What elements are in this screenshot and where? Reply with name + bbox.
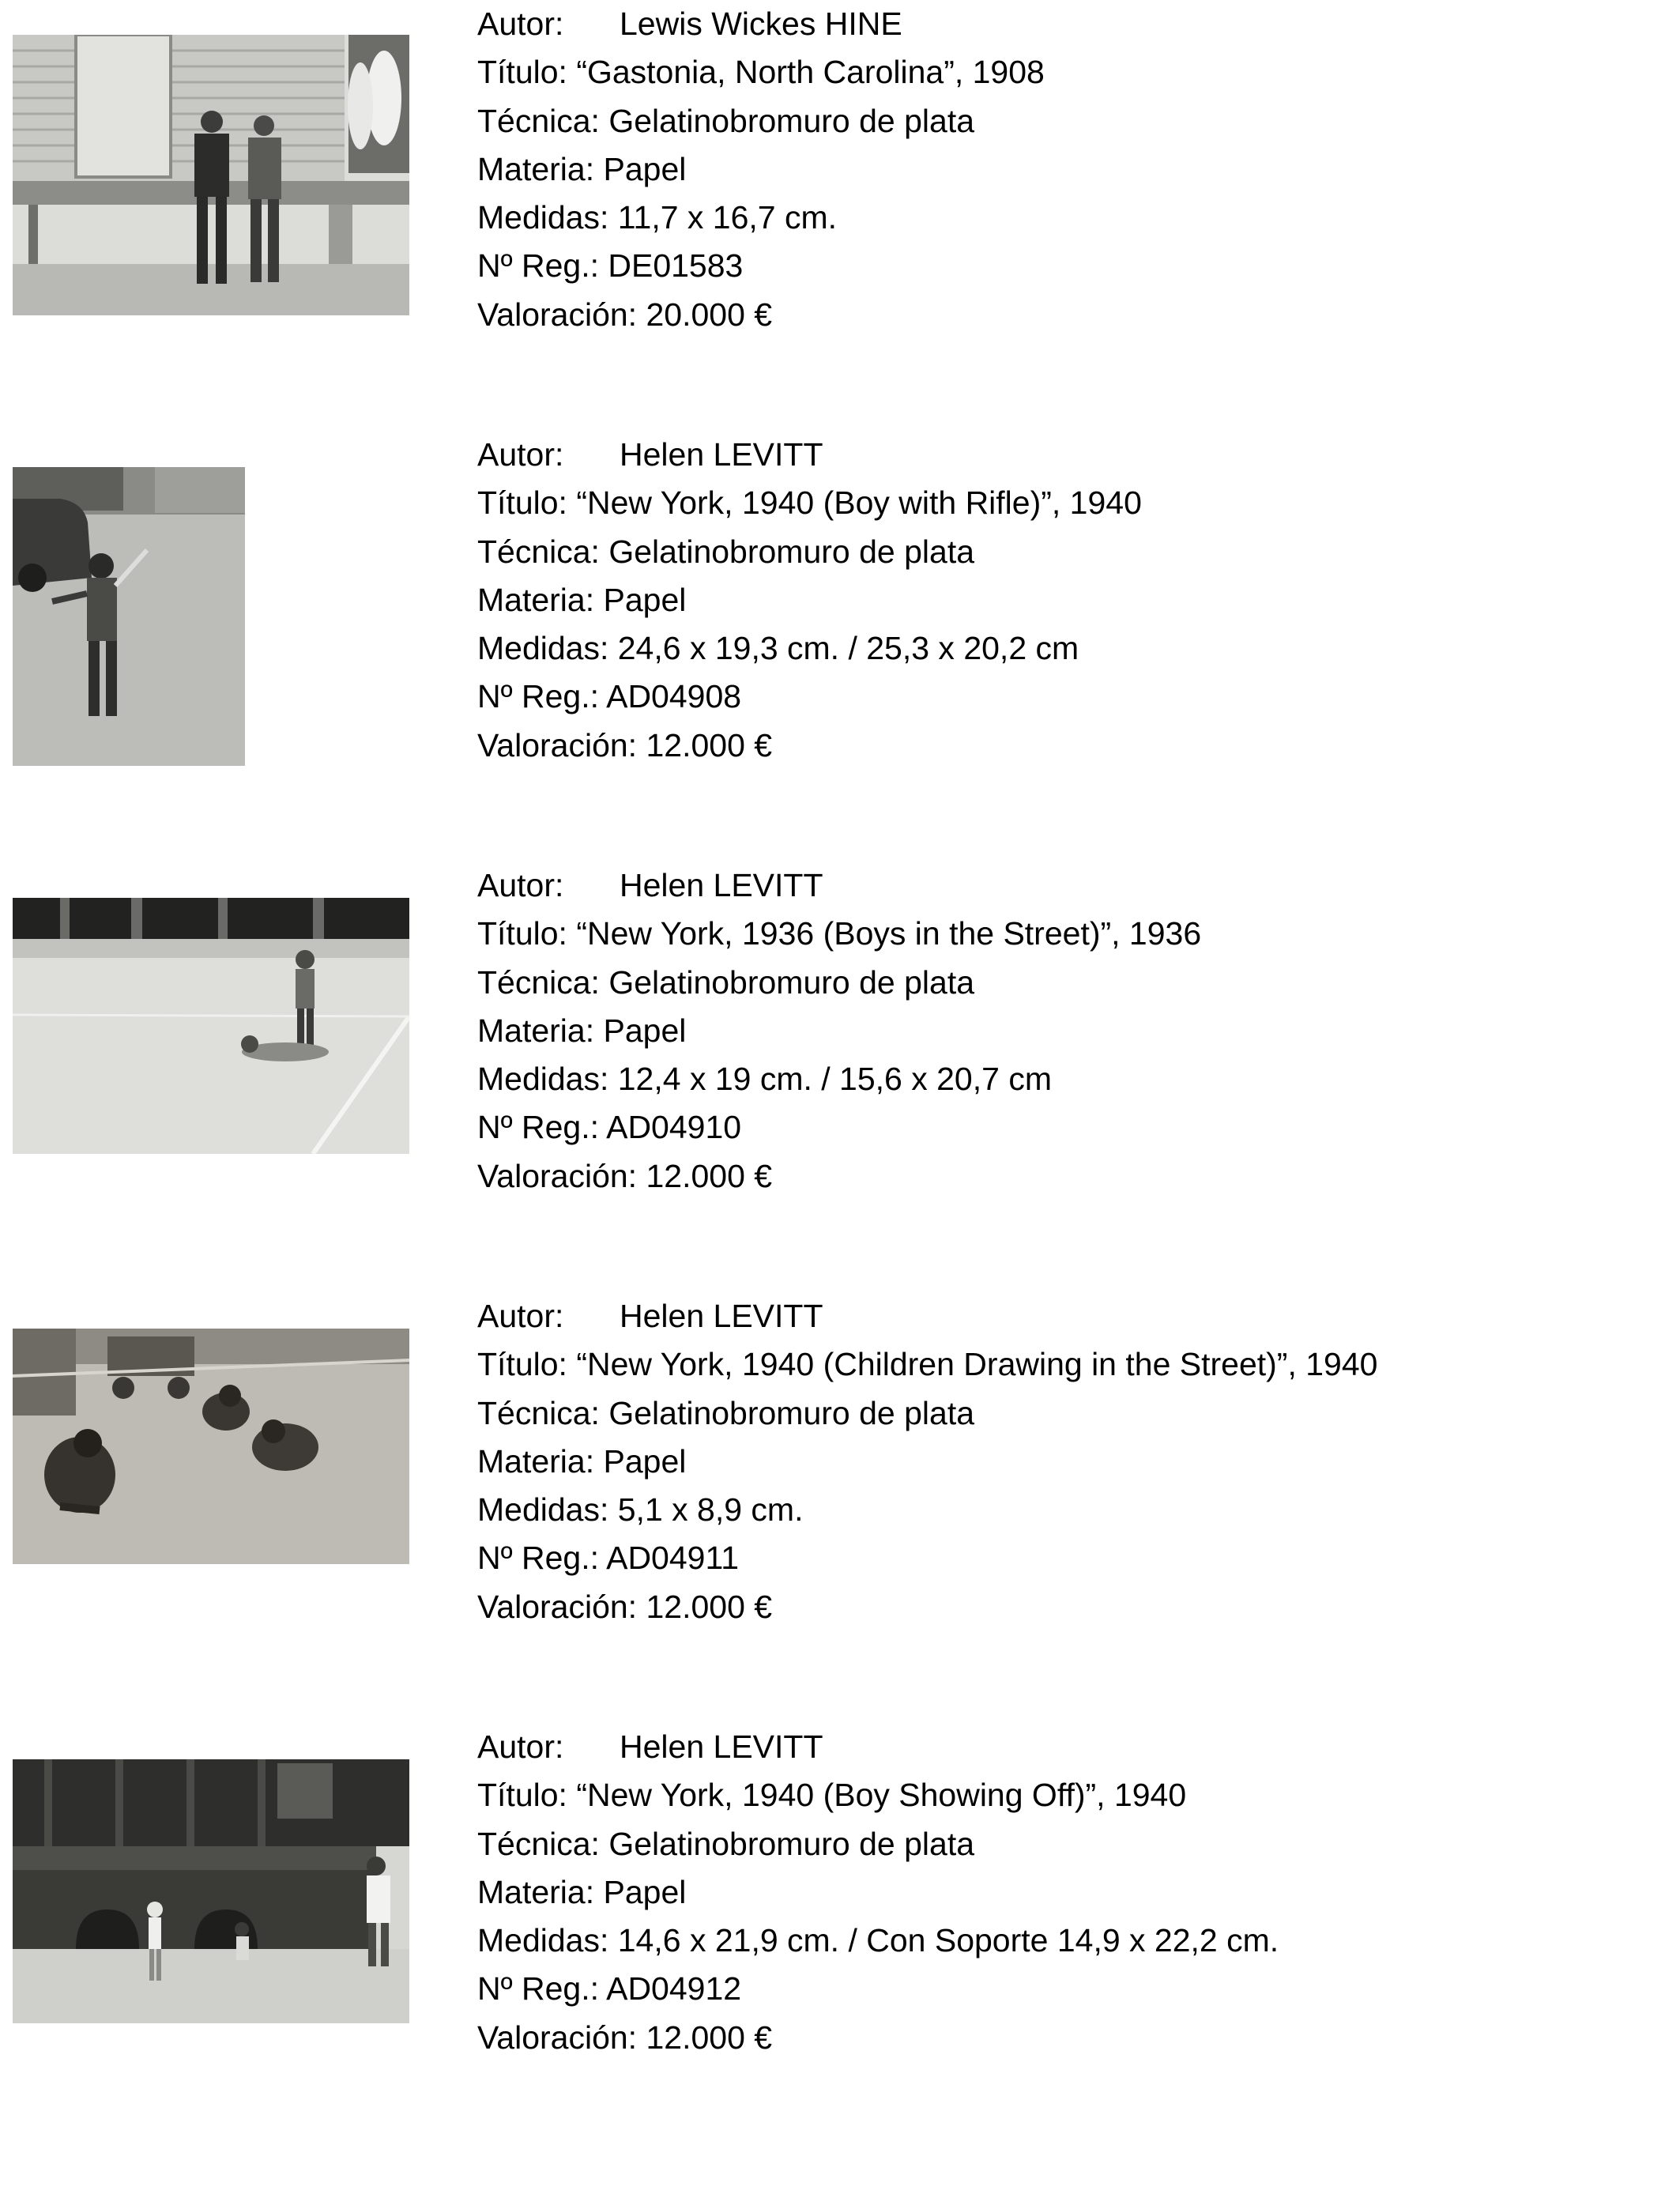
autor-value: Helen LEVITT — [620, 1298, 823, 1334]
tecnica-line: Técnica: Gelatinobromuro de plata — [477, 533, 975, 570]
entry-info — [477, 1723, 1279, 2062]
autor-value: Lewis Wickes HINE — [620, 6, 902, 42]
entry-info — [477, 1292, 1377, 1631]
photo-thumbnail — [13, 1759, 409, 2023]
valoracion-line: Valoración: 20.000 € — [477, 296, 773, 333]
medidas-line: Medidas: 14,6 x 21,9 cm. / Con Soporte 14,9 x 22,2 cm. — [477, 1922, 1279, 1959]
titulo-line: Título: “New York, 1940 (Boy Showing Off)”, 1940 — [477, 1777, 1187, 1814]
autor-line — [477, 1723, 1279, 1771]
autor-line — [477, 0, 1045, 48]
valoracion-line: Valoración: 12.000 € — [477, 2019, 773, 2056]
valoracion-line: Valoración: 12.000 € — [477, 726, 773, 763]
valoracion-line: Valoración: 12.000 € — [477, 1588, 773, 1625]
tecnica-line: Técnica: Gelatinobromuro de plata — [477, 102, 975, 139]
autor-label: Autor: — [477, 436, 564, 473]
valoracion-line: Valoración: 12.000 € — [477, 1157, 773, 1194]
reg-line: Nº Reg.: DE01583 — [477, 247, 744, 285]
tecnica-line: Técnica: Gelatinobromuro de plata — [477, 1825, 975, 1862]
tecnica-line: Técnica: Gelatinobromuro de plata — [477, 963, 975, 1001]
autor-label: Autor: — [477, 1298, 564, 1334]
autor-label: Autor: — [477, 1728, 564, 1765]
materia-line: Materia: Papel — [477, 1442, 687, 1480]
autor-line — [477, 431, 1142, 479]
medidas-line: Medidas: 11,7 x 16,7 cm. — [477, 199, 838, 236]
entry-info — [477, 0, 1045, 339]
entry-info — [477, 861, 1201, 1201]
materia-line: Materia: Papel — [477, 581, 687, 618]
photo-thumbnail — [13, 35, 409, 315]
materia-line: Materia: Papel — [477, 1012, 687, 1049]
autor-label: Autor: — [477, 867, 564, 903]
titulo-line: Título: “New York, 1940 (Children Drawing in the Street)”, 1940 — [477, 1346, 1378, 1383]
photo-thumbnail — [13, 898, 409, 1154]
titulo-line: Título: “New York, 1936 (Boys in the Street)”, 1936 — [477, 915, 1202, 952]
photo-thumbnail — [13, 1329, 409, 1564]
medidas-line: Medidas: 12,4 x 19 cm. / 15,6 x 20,7 cm — [477, 1061, 1052, 1098]
autor-label: Autor: — [477, 6, 564, 42]
photo-thumbnail — [13, 467, 245, 766]
reg-line: Nº Reg.: AD04910 — [477, 1109, 742, 1146]
reg-line: Nº Reg.: AD04908 — [477, 678, 742, 715]
reg-line: Nº Reg.: AD04911 — [477, 1540, 740, 1577]
autor-value: Helen LEVITT — [620, 867, 823, 903]
medidas-line: Medidas: 24,6 x 19,3 cm. / 25,3 x 20,2 cm — [477, 630, 1079, 667]
titulo-line: Título: “New York, 1940 (Boy with Rifle)”, 1940 — [477, 484, 1142, 522]
tecnica-line: Técnica: Gelatinobromuro de plata — [477, 1394, 975, 1431]
titulo-line: Título: “Gastonia, North Carolina”, 1908 — [477, 54, 1045, 91]
materia-line: Materia: Papel — [477, 1873, 687, 1910]
autor-value: Helen LEVITT — [620, 1728, 823, 1765]
autor-value: Helen LEVITT — [620, 436, 823, 473]
autor-line — [477, 1292, 1377, 1340]
autor-line — [477, 861, 1201, 910]
materia-line: Materia: Papel — [477, 150, 687, 187]
medidas-line: Medidas: 5,1 x 8,9 cm. — [477, 1491, 804, 1529]
entry-info — [477, 431, 1142, 770]
reg-line: Nº Reg.: AD04912 — [477, 1970, 742, 2007]
